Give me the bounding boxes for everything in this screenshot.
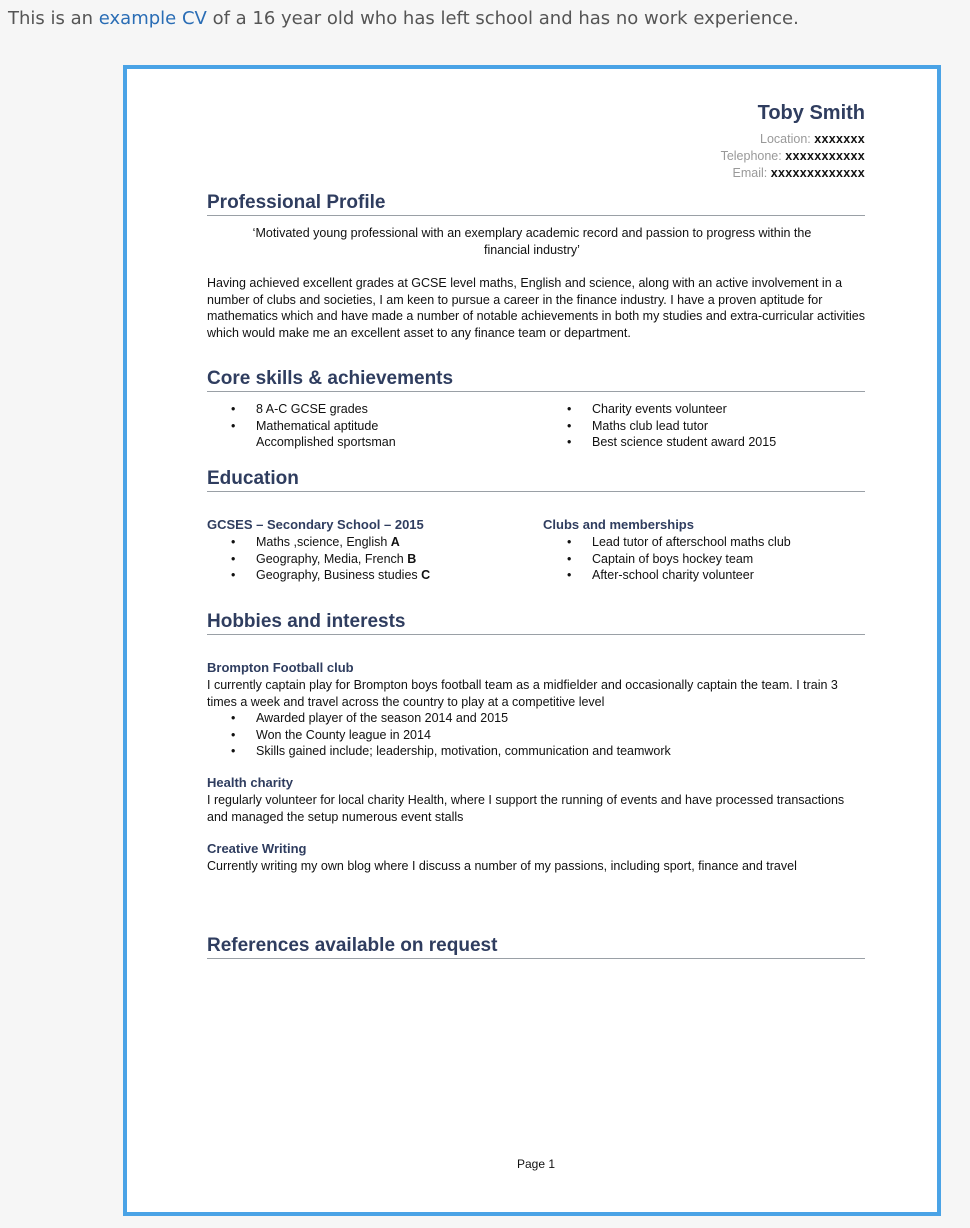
football-text: I currently captain play for Brompton boys football team as a midfielder and occasionally captain the team. I train 3 times a week and travel across the country to play at a competitive level: [207, 678, 838, 709]
section-heading-references: References available on request: [207, 935, 865, 959]
profile-body: Having achieved excellent grades at GCSE level maths, English and science, along with an active involvement in a number of clubs and societies, I am keen to pursue a career in the finance industry. I have a proven aptitude for mathematics which and have made a number of notable achievements in both my studies and extra-curricular activities which would make me an excellent asset to any finance team or department.: [207, 276, 865, 340]
intro-suffix: of a 16 year old who has left school and has no work experience.: [206, 8, 799, 29]
gcse-subjects: Geography, Media, French: [256, 551, 408, 566]
cv-page: [207, 69, 865, 1212]
skills-list-left: [207, 401, 537, 451]
list-item: • Maths club lead tutor: [543, 418, 865, 435]
contact-location-value: xxxxxxx: [814, 132, 865, 146]
intro-text: [8, 8, 799, 29]
list-item: • Charity events volunteer: [543, 401, 865, 418]
section-heading-education: Education: [207, 468, 865, 492]
intro-prefix: This is an: [8, 8, 99, 29]
list-item: [207, 534, 537, 551]
gcse-list: [207, 534, 537, 584]
writing-text: Currently writing my own blog where I discuss a number of my passions, including sport, finance and travel: [207, 859, 797, 873]
list-item: • Captain of boys hockey team: [543, 551, 865, 568]
contact-email: [733, 166, 866, 180]
list-item: • Best science student award 2015: [543, 434, 865, 451]
gcse-subjects: Maths ,science, English: [256, 535, 391, 549]
list-item: • Lead tutor of afterschool maths club: [543, 534, 865, 551]
cv-document-frame: [123, 65, 941, 1216]
contact-email-value: xxxxxxxxxxxxx: [770, 166, 865, 180]
section-heading-skills: Core skills & achievements: [207, 368, 865, 392]
list-item: • Awarded player of the season 2014 and 2015: [207, 710, 865, 727]
example-cv-link[interactable]: example CV: [98, 8, 207, 29]
list-item: Accomplished sportsman: [256, 435, 396, 450]
skills-list-right: [543, 401, 865, 451]
list-item: • Mathematical aptitude: [207, 418, 537, 435]
section-heading-profile: Professional Profile: [207, 192, 865, 216]
gcse-grade: A: [390, 535, 400, 549]
profile-quote: ‘Motivated young professional with an exemplary academic record and passion to progress within the financial industry’: [252, 226, 812, 257]
writing-title: Creative Writing: [207, 841, 307, 856]
contact-email-label: Email:: [732, 166, 768, 180]
clubs-list: [543, 534, 865, 584]
football-points: [207, 710, 865, 760]
charity-title: Health charity: [207, 775, 293, 790]
gcse-grade: B: [407, 551, 417, 566]
gcse-title: GCSES – Secondary School – 2015: [207, 517, 424, 532]
section-heading-hobbies: Hobbies and interests: [207, 611, 865, 635]
cv-name: Toby Smith: [757, 102, 865, 124]
contact-location: [760, 132, 865, 146]
clubs-title: Clubs and memberships: [543, 517, 694, 532]
gcse-subjects: Geography, Business studies: [256, 568, 422, 583]
list-item: • 8 A-C GCSE grades: [207, 401, 537, 418]
gcse-grade: C: [421, 568, 431, 583]
contact-location-label: Location:: [760, 132, 811, 146]
list-item: • Won the County league in 2014: [207, 727, 865, 744]
contact-telephone: [721, 149, 865, 163]
list-item: • Skills gained include; leadership, motivation, communication and teamwork: [207, 743, 865, 760]
contact-telephone-label: Telephone:: [720, 149, 782, 163]
contact-telephone-value: xxxxxxxxxxx: [785, 149, 865, 163]
list-item: [207, 551, 537, 568]
football-title: Brompton Football club: [207, 660, 354, 675]
charity-text: I regularly volunteer for local charity Health, where I support the running of events and have processed transactions and managed the setup numerous event stalls: [207, 793, 845, 824]
list-item: [207, 567, 537, 584]
list-item: • After-school charity volunteer: [543, 567, 865, 584]
page-number: Page 1: [517, 1157, 556, 1171]
